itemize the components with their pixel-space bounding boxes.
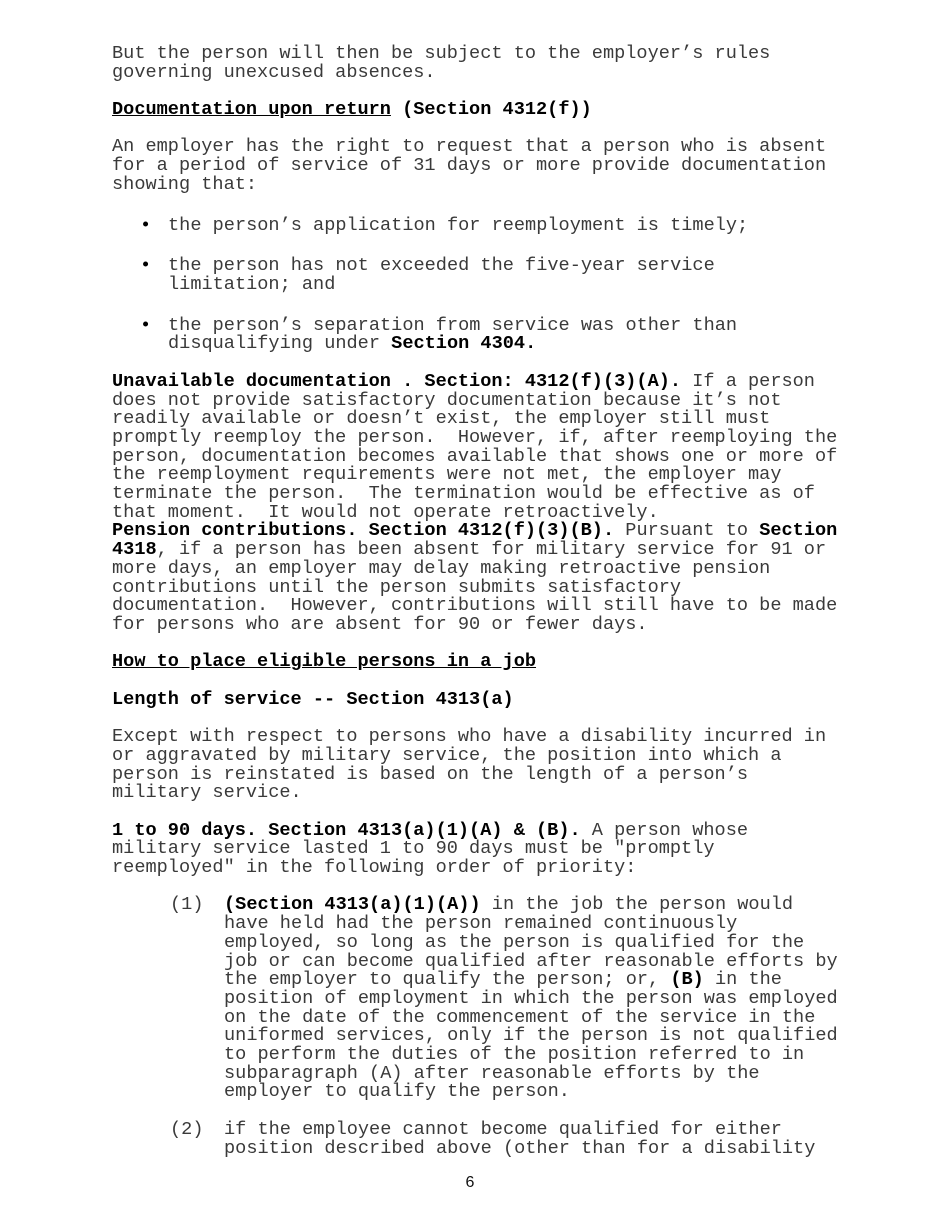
unavailable-documentation-paragraph — [112, 370, 852, 523]
subheading-length-of-service: Length of service -- Section 4313(a) — [112, 688, 514, 710]
text-line: Except with respect to persons who have a disability incurred in — [112, 726, 827, 748]
bullet-item — [112, 257, 852, 294]
section-reference: 4318 — [112, 539, 157, 561]
text-line: for persons who are absent for 90 or fewer days. — [112, 613, 648, 635]
text-line: limitation; and — [168, 274, 336, 295]
document-page — [112, 45, 852, 1158]
text-span: , if a person has been absent for military service for 91 or — [156, 539, 827, 561]
text-line: the reemployment requirements were not met, the employer may — [112, 464, 782, 486]
text-line: reemployed" in the following order of priority: — [112, 857, 637, 879]
bullet-icon: • — [140, 214, 152, 236]
text-line: readily available or doesn’t exist, the employer still must — [112, 408, 771, 430]
text-line: terminate the person. The termination would be effective as of — [112, 483, 815, 505]
paragraph-lead: 1 to 90 days. Section 4313(a)(1)(A) & (B). — [112, 819, 581, 841]
text-line: person is reinstated is based on the length of a person’s — [112, 763, 749, 785]
section-reference: Section 4304. — [391, 333, 537, 355]
text-line: does not provide satisfactory documentation because it’s not — [112, 389, 782, 411]
text-line: if the employee cannot become qualified for either — [224, 1118, 782, 1140]
text-line: job or can become qualified after reasonable efforts by — [224, 950, 838, 972]
text-line: contributions until the person submits satisfactory — [112, 576, 682, 598]
text-line: to perform the duties of the position referred to in — [224, 1044, 805, 1066]
section-reference: Section — [759, 520, 838, 542]
placement-paragraph — [112, 728, 852, 803]
pension-contributions-paragraph — [112, 522, 852, 634]
text-line: subparagraph (A) after reasonable efforts by the — [224, 1062, 760, 1084]
text-span: in the — [703, 969, 782, 991]
text-line: employer to qualify the person. — [224, 1081, 570, 1103]
text-line: military service lasted 1 to 90 days must be "promptly — [112, 838, 715, 860]
text-line: that moment. It would not operate retroactively. — [112, 501, 659, 523]
text-line: person, documentation becomes available that shows one or more of — [112, 445, 838, 467]
bullet-icon: • — [140, 314, 152, 336]
text-line: promptly reemploy the person. However, if, after reemploying the — [112, 426, 838, 448]
item-number: (2) — [170, 1118, 204, 1140]
text-span: Pursuant to — [614, 520, 760, 542]
paragraph-lead: Pension contributions. Section 4312(f)(3)(B). — [112, 520, 615, 542]
text-line: military service. — [112, 782, 302, 804]
numbered-item — [112, 1118, 852, 1159]
text-line: governing unexcused absences. — [112, 61, 436, 83]
text-line: showing that: — [112, 173, 258, 195]
bullet-item — [112, 214, 852, 236]
page-number: 6 — [465, 1174, 475, 1191]
text-line: position of employment in which the person was employed — [224, 987, 838, 1009]
section-heading-placement: How to place eligible persons in a job — [112, 651, 537, 673]
text-line: But the person will then be subject to the employer’s rules — [112, 43, 771, 64]
one-to-ninety-days-paragraph — [112, 819, 852, 879]
section-reference: (Section 4313(a)(1)(A)) — [224, 894, 481, 916]
text-span: the employer to qualify the person; or, — [224, 969, 671, 991]
text-span: If a person — [681, 370, 815, 392]
text-line: employed, so long as the person is qualified for the — [224, 931, 805, 953]
text-line: on the date of the commencement of the service in the — [224, 1006, 816, 1028]
bullet-icon: • — [140, 255, 152, 277]
text-span: disqualifying under — [168, 333, 392, 355]
text-line — [112, 370, 852, 392]
text-line: or aggravated by military service, the position into which a — [112, 744, 782, 766]
heading-underlined: Documentation upon return — [112, 99, 391, 121]
text-line: for a period of service of 31 days or more provide documentation — [112, 155, 827, 177]
text-line: the person’s separation from service was other than — [168, 314, 738, 336]
text-line — [168, 335, 852, 354]
numbered-item — [112, 896, 852, 1102]
text-line: the person has not exceeded the five-year service — [168, 255, 715, 277]
item-number: (1) — [170, 894, 204, 916]
text-line: An employer has the right to request that a person who is absent — [112, 136, 827, 158]
paragraph-lead: Unavailable documentation . Section: 4312(f)(3)(A). — [112, 370, 682, 392]
text-line: position described above (other than for a disability — [224, 1137, 816, 1159]
text-line: more days, an employer may delay making retroactive pension — [112, 557, 771, 579]
text-line: documentation. However, contributions will still have to be made — [112, 595, 838, 617]
documentation-paragraph — [112, 138, 852, 194]
heading-section-ref: (Section 4312(f)) — [390, 99, 592, 121]
subsection-marker: (B) — [670, 969, 704, 991]
text-span: A person whose — [580, 819, 749, 841]
intro-paragraph — [112, 45, 852, 82]
text-line: uniformed services, only if the person is not qualified — [224, 1025, 838, 1047]
bullet-item — [112, 314, 852, 355]
text-line: have held had the person remained continuously — [224, 913, 738, 935]
section-heading-documentation — [112, 101, 852, 120]
text-line: the person’s application for reemployment is timely; — [168, 214, 749, 236]
text-span: in the job the person would — [480, 894, 794, 916]
